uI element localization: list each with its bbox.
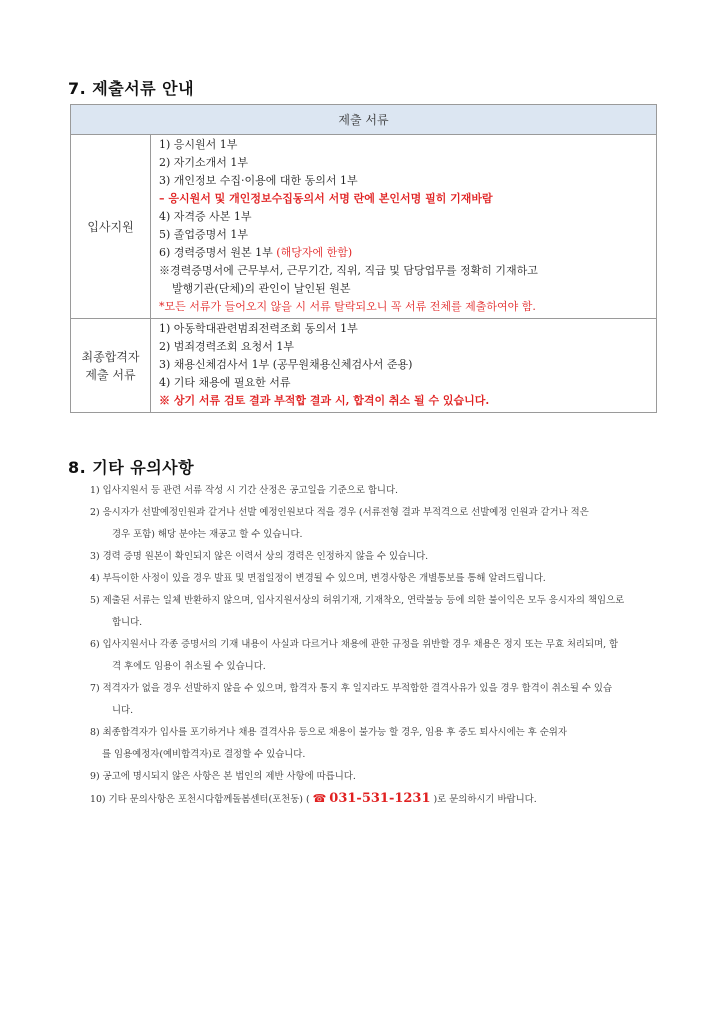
note-text: 7) 적격자가 없을 경우 선발하지 않을 수 있으며, 합격자 통지 후 일지라도 부적합한 결격사유가 있을 경우 합격이 취소될 수 있습 [90, 683, 613, 694]
final-candidate-category [71, 319, 151, 413]
list-item: 2) 자기소개서 1부 [159, 156, 249, 169]
telephone-icon: ☎ [312, 792, 327, 805]
list-item: 5) 졸업증명서 1부 [159, 228, 249, 241]
list-item [90, 722, 670, 766]
note-text: 니다. [112, 705, 134, 716]
applicant-document-list [151, 135, 657, 319]
phone-number: 031-531-1231 [329, 791, 431, 806]
note-text: 8) 최종합격자가 입사를 포기하거나 채용 결격사유 등으로 채용이 불가능 할 경우, 임용 후 중도 퇴사시에는 후 순위자 [90, 727, 567, 738]
list-item [90, 678, 670, 722]
list-item [90, 590, 670, 634]
contact-text: )로 문의하시기 바랍니다. [433, 794, 537, 805]
note-text: 1) 입사지원서 등 관련 서류 작성 시 기간 산정은 공고일을 기준으로 합니다. [90, 485, 399, 496]
final-document-list [151, 319, 657, 413]
list-item [90, 634, 670, 678]
note-text: 격 후에도 임용이 취소될 수 있습니다. [112, 661, 266, 672]
list-item: 3) 개인정보 수집·이용에 대한 동의서 1부 [159, 174, 358, 187]
list-item [90, 502, 670, 546]
list-item-text: 6) 경력증명서 원본 1부 [159, 246, 273, 259]
note-text: 4) 부득이한 사정이 있을 경우 발표 및 면접일정이 변경될 수 있으며, 변경사항은 개별통보를 통해 알려드립니다. [90, 573, 546, 584]
list-item: 4) 기타 채용에 필요한 서류 [159, 376, 291, 389]
applicable-only-note: (해당자에 한함) [276, 246, 353, 259]
career-note-continued: 발행기관(단체)의 관인이 날인된 원본 [172, 282, 351, 295]
list-item [90, 480, 670, 502]
documents-table [70, 104, 657, 413]
list-item [90, 568, 670, 590]
table-header-row [71, 105, 657, 135]
section-7-heading: 7. 제출서류 안내 [68, 79, 195, 98]
cancellation-warning: ※ 상기 서류 검토 결과 부적합 결과 시, 합격이 취소 될 수 있습니다. [159, 394, 490, 407]
signature-warning: – 응시원서 및 개인정보수집동의서 서명 란에 본인서명 필히 기재바람 [159, 192, 493, 205]
category-label: 최종합격자 [81, 349, 140, 364]
table-row [71, 135, 657, 319]
list-item [90, 546, 670, 568]
notes-list [90, 480, 670, 811]
section-8-heading: 8. 기타 유의사항 [68, 458, 195, 477]
list-item [90, 788, 670, 811]
submission-warning: *모든 서류가 들어오지 않을 시 서류 탈락되오니 꼭 서류 전체를 제출하여야 함. [159, 300, 536, 313]
list-item [90, 766, 670, 788]
table-row [71, 319, 657, 413]
note-text: 합니다. [112, 617, 143, 628]
contact-note [90, 788, 670, 811]
career-note: ※경력증명서에 근무부서, 근무기간, 직위, 직급 및 담당업무를 정확히 기재하고 [159, 264, 538, 277]
list-item: 1) 아동학대관련범죄전력조회 동의서 1부 [159, 322, 358, 335]
note-text: 3) 경력 증명 원본이 확인되지 않은 이력서 상의 경력은 인정하지 않을 수 있습니다. [90, 551, 429, 562]
category-label: 제출 서류 [85, 367, 136, 382]
list-item: 4) 자격증 사본 1부 [159, 210, 252, 223]
note-text: 5) 제출된 서류는 일체 반환하지 않으며, 입사지원서상의 허위기재, 기재착오, 연락불능 등에 의한 불이익은 모두 응시자의 책임으로 [90, 595, 625, 606]
applicant-category: 입사지원 [71, 135, 151, 319]
list-item: 2) 범죄경력조회 요청서 1부 [159, 340, 295, 353]
note-text: 2) 응시자가 선발예정인원과 같거나 선발 예정인원보다 적을 경우 (서류전형 결과 부적격으로 선발예정 인원과 같거나 적은 [90, 507, 589, 518]
note-text: 를 임용예정자(예비합격자)로 결정할 수 있습니다. [102, 749, 306, 760]
table-header: 제출 서류 [71, 105, 657, 135]
note-text: 경우 포함) 해당 분야는 재공고 할 수 있습니다. [112, 529, 303, 540]
list-item [159, 244, 656, 262]
list-item: 3) 채용신체검사서 1부 (공무원채용신체검사서 준용) [159, 358, 413, 371]
note-text: 9) 공고에 명시되지 않은 사항은 본 법인의 제반 사항에 따릅니다. [90, 771, 356, 782]
list-item: 1) 응시원서 1부 [159, 138, 238, 151]
contact-text: 10) 기타 문의사항은 포천시다함께돌봄센터(포천동) ( [90, 794, 310, 805]
note-text: 6) 입사지원서나 각종 증명서의 기재 내용이 사실과 다르거나 채용에 관한 규정을 위반할 경우 채용은 정지 또는 무효 처리되며, 합 [90, 639, 619, 650]
